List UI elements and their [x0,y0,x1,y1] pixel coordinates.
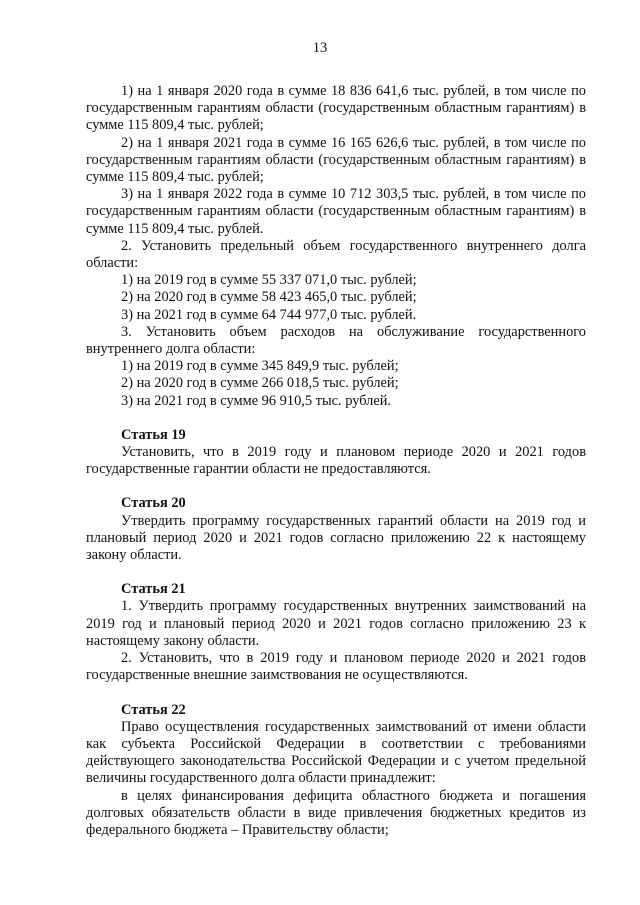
article-paragraph: Установить, что в 2019 году и плановом периоде 2020 и 2021 годов государственные гарантии области не предоставляются. [86,444,586,478]
article-heading: Статья 19 [121,426,186,443]
debt-limit-2021: 2) на 1 января 2021 года в сумме 16 165 626,6 тыс. рублей, в том числе по государственным гарантиям области (государственным областным гарантиям) в сумме 115 809,4 тыс. рублей; [86,134,586,186]
document-body [86,83,586,839]
debt-volume-2021: 3) на 2021 год в сумме 64 744 977,0 тыс. рублей. [121,306,417,323]
article-heading: Статья 20 [121,495,186,512]
debt-volume-clause: 2. Установить предельный объем государственного внутреннего долга области: [86,237,586,272]
debt-service-2021: 3) на 2021 год в сумме 96 910,5 тыс. рублей. [121,392,392,409]
debt-service-2020: 2) на 2020 год в сумме 266 018,5 тыс. рублей; [121,375,399,392]
debt-limit-2022: 3) на 1 января 2022 года в сумме 10 712 303,5 тыс. рублей, в том числе по государственным гарантиям области (государственным областным гарантиям) в сумме 115 809,4 тыс. рублей. [86,186,586,237]
article-paragraph: в целях финансирования дефицита областного бюджета и погашения долговых обязательств области в виде привлечения бюджетных кредитов из федерального бюджета – Правительству области; [86,787,586,838]
article-paragraph: 2. Установить, что в 2019 году и плановом периоде 2020 и 2021 годов государственные внешние заимствования не осуществляются. [86,650,586,684]
debt-service-clause: 3. Установить объем расходов на обслуживание государственного внутреннего долга области: [86,323,586,358]
article-20 [86,495,586,564]
page-number: 13 [312,40,328,56]
article-heading: Статья 21 [121,581,186,598]
debt-volume-2020: 2) на 2020 год в сумме 58 423 465,0 тыс. рублей; [121,289,417,306]
article-paragraph: Утвердить программу государственных гарантий области на 2019 год и плановый период 2020 и 2021 годов согласно приложению 22 к настоящему закону области. [86,512,586,564]
article-22 [86,702,586,840]
debt-service-2019: 1) на 2019 год в сумме 345 849,9 тыс. рублей; [121,358,399,375]
article-heading: Статья 22 [121,701,186,718]
debt-limit-2020: 1) на 1 января 2020 года в сумме 18 836 641,6 тыс. рублей, в том числе по государственным гарантиям области (государственным областным гарантиям) в сумме 115 809,4 тыс. рублей; [86,83,586,134]
article-19 [86,427,586,479]
article-21 [86,581,586,684]
article-paragraph: Право осуществления государственных заимствований от имени области как субъекта Российской Федерации в соответствии с требованиями действующего законодательства Российской Федерации и с учетом предельной величины государственного долга области принадлежит: [86,718,586,787]
debt-volume-2019: 1) на 2019 год в сумме 55 337 071,0 тыс. рублей; [121,272,417,289]
article-paragraph: 1. Утвердить программу государственных внутренних заимствований на 2019 год и плановый период 2020 и 2021 годов согласно приложению 23 к настоящему закону области. [86,598,586,649]
